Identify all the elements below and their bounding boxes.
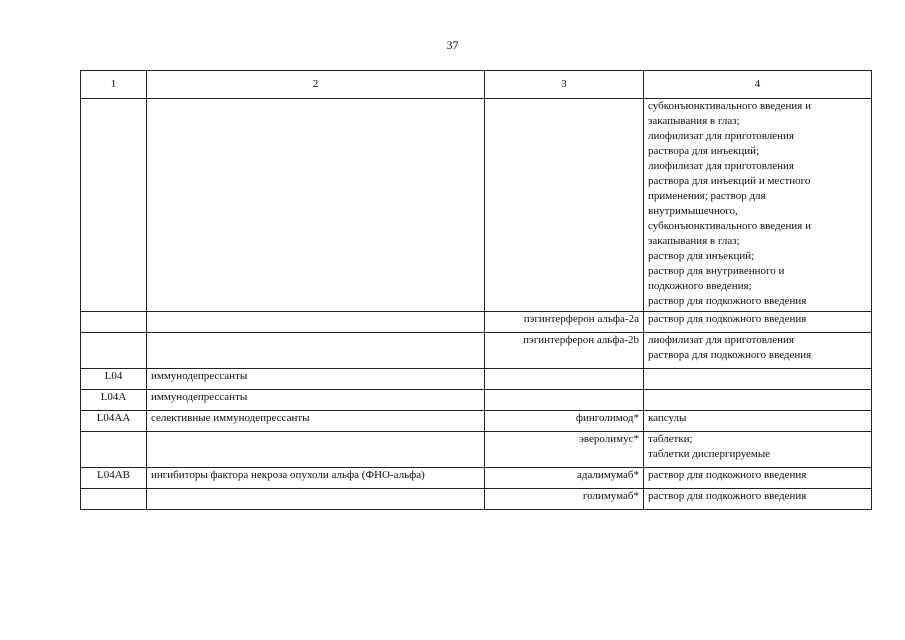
drug-name-cell: пэгинтерферон альфа-2b — [485, 333, 644, 369]
dosage-form-line: лиофилизат для приготовления — [648, 334, 794, 346]
table-row — [81, 312, 872, 333]
dosage-forms-cell — [644, 390, 872, 411]
dosage-form-line: применения; раствор для — [648, 190, 766, 202]
dosage-forms-cell — [644, 489, 872, 510]
table-row — [81, 489, 872, 510]
dosage-form-line: раствор для подкожного введения — [648, 313, 807, 325]
table-row — [81, 333, 872, 369]
atc-code-cell — [81, 333, 147, 369]
drug-name-cell — [485, 99, 644, 312]
atc-code-cell: L04AB — [81, 468, 147, 489]
dosage-forms-cell — [644, 333, 872, 369]
atc-code-cell: L04AA — [81, 411, 147, 432]
dosage-form-line: закапывания в глаз; — [648, 115, 740, 127]
page-number: 37 — [446, 38, 459, 52]
atc-code-cell: L04 — [81, 369, 147, 390]
dosage-form-line: таблетки; — [648, 433, 693, 445]
dosage-forms-cell — [644, 369, 872, 390]
dosage-form-line: раствора для инъекций и местного — [648, 175, 811, 187]
drug-name-cell: эверолимус* — [485, 432, 644, 468]
dosage-form-line: подкожного введения; — [648, 280, 752, 292]
dosage-form-line: раствор для подкожного введения — [648, 469, 807, 481]
dosage-form-line: раствор для инъекций; — [648, 250, 755, 262]
group-name-cell — [147, 333, 485, 369]
dosage-forms-cell — [644, 312, 872, 333]
group-name-cell — [147, 432, 485, 468]
dosage-form-line: капсулы — [648, 412, 687, 424]
dosage-form-line: таблетки диспергируемые — [648, 448, 771, 460]
drug-name-cell: пэгинтерферон альфа-2а — [485, 312, 644, 333]
dosage-form-line: закапывания в глаз; — [648, 235, 740, 247]
column-header-2: 2 — [147, 71, 485, 99]
dosage-form-line: лиофилизат для приготовления — [648, 160, 794, 172]
dosage-form-line: раствора для инъекций; — [648, 145, 760, 157]
dosage-form-line: раствор для подкожного введения — [648, 490, 807, 502]
table-row — [81, 369, 872, 390]
table-row — [81, 468, 872, 489]
column-header-4: 4 — [644, 71, 872, 99]
atc-code-cell — [81, 312, 147, 333]
dosage-form-line: раствор для внутривенного и — [648, 265, 785, 277]
atc-code-cell — [81, 489, 147, 510]
drug-name-cell: адалимумаб* — [485, 468, 644, 489]
dosage-form-line: внутримышечного, — [648, 205, 738, 217]
drug-name-cell — [485, 369, 644, 390]
column-header-3: 3 — [485, 71, 644, 99]
dosage-form-line: лиофилизат для приготовления — [648, 130, 794, 142]
group-name-cell: иммунодепрессанты — [147, 390, 485, 411]
table-row — [81, 411, 872, 432]
drug-name-cell: голимумаб* — [485, 489, 644, 510]
atc-code-cell — [81, 99, 147, 312]
dosage-form-line: раствора для подкожного введения — [648, 349, 812, 361]
dosage-forms-cell — [644, 432, 872, 468]
drug-table — [80, 70, 872, 510]
group-name-cell — [147, 312, 485, 333]
group-name-cell — [147, 99, 485, 312]
drug-name-cell: финголимод* — [485, 411, 644, 432]
table-row — [81, 432, 872, 468]
dosage-forms-cell — [644, 468, 872, 489]
group-name-cell — [147, 489, 485, 510]
table-header-row — [81, 71, 872, 99]
dosage-forms-cell — [644, 99, 872, 312]
atc-code-cell: L04A — [81, 390, 147, 411]
dosage-form-line: субконъюнктивального введения и — [648, 100, 811, 112]
drug-name-cell — [485, 390, 644, 411]
atc-code-cell — [81, 432, 147, 468]
group-name-cell: иммунодепрессанты — [147, 369, 485, 390]
table-row — [81, 390, 872, 411]
column-header-1: 1 — [81, 71, 147, 99]
dosage-form-line: субконъюнктивального введения и — [648, 220, 811, 232]
group-name-cell: ингибиторы фактора некроза опухоли альфа (ФНО-альфа) — [147, 468, 485, 489]
table-row — [81, 99, 872, 312]
dosage-form-line: раствор для подкожного введения — [648, 295, 807, 307]
dosage-forms-cell — [644, 411, 872, 432]
group-name-cell: селективные иммунодепрессанты — [147, 411, 485, 432]
